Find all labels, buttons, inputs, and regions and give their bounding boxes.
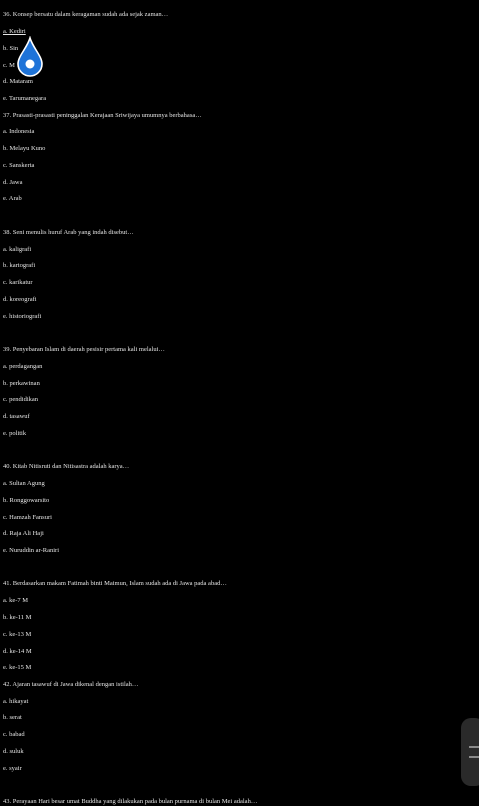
question-39: 39. Penyebaran Islam di daerah pesisir pertama kali melalui… [3, 346, 165, 353]
option-42e[interactable]: e. syair [3, 765, 22, 772]
option-36e[interactable]: e. Tarumanegara [3, 95, 47, 102]
option-38b[interactable]: b. kartografi [3, 262, 36, 269]
option-42c[interactable]: c. babad [3, 731, 25, 738]
option-41a[interactable]: a. ke-7 M [3, 597, 29, 604]
option-42b[interactable]: b. serat [3, 714, 22, 721]
drop-cursor-icon[interactable] [16, 36, 44, 78]
option-38e[interactable]: e. historiografi [3, 313, 42, 320]
option-39d[interactable]: d. tasawuf [3, 413, 30, 420]
question-41: 41. Berdasarkan makam Fatimah binti Maimun, Islam sudah ada di Jawa pada abad… [3, 580, 227, 587]
option-39b[interactable]: b. perkawinan [3, 380, 40, 387]
option-40b[interactable]: b. Ronggowarsito [3, 497, 50, 504]
option-40d[interactable]: d. Raja Ali Haji [3, 530, 44, 537]
menu-icon-line [469, 756, 479, 758]
option-40c[interactable]: c. Hamzah Fansuri [3, 514, 52, 521]
question-36: 36. Konsep bersatu dalam keragaman sudah ada sejak zaman… [3, 11, 169, 18]
option-39e[interactable]: e. politik [3, 430, 27, 437]
option-38a[interactable]: a. kaligrafi [3, 246, 32, 253]
option-41c[interactable]: c. ke-13 M [3, 631, 32, 638]
option-41b[interactable]: b. ke-11 M [3, 614, 32, 621]
option-36a[interactable]: a. Kediri [3, 28, 26, 35]
option-41d[interactable]: d. ke-14 M [3, 648, 32, 655]
option-39c[interactable]: c. pendidikan [3, 396, 39, 403]
option-37d[interactable]: d. Jawa [3, 179, 23, 186]
floating-menu-handle[interactable] [461, 718, 479, 786]
question-43: 43. Perayaan Hari besar umat Buddha yang dilakukan pada bulan purnama di bulan Mei adalah… [3, 798, 258, 805]
menu-icon [469, 746, 479, 748]
option-40a[interactable]: a. Sultan Agung [3, 480, 45, 487]
option-36d[interactable]: d. Mataram [3, 78, 33, 85]
option-42a[interactable]: a. hikayat [3, 698, 29, 705]
option-38c[interactable]: c. karikatur [3, 279, 33, 286]
option-36c[interactable]: c. M [3, 62, 15, 69]
option-39a[interactable]: a. perdagangan [3, 363, 43, 370]
option-40e[interactable]: e. Nuruddin ar-Raniri [3, 547, 60, 554]
option-36b[interactable]: b. Sin [3, 45, 19, 52]
option-37e[interactable]: e. Arab [3, 195, 22, 202]
option-37c[interactable]: c. Sanskerta [3, 162, 35, 169]
option-41e[interactable]: e. ke-15 M [3, 664, 32, 671]
option-42d[interactable]: d. suluk [3, 748, 24, 755]
question-42: 42. Ajaran tasawuf di Jawa dikenal dengan istilah… [3, 681, 139, 688]
question-40: 40. Kitab Nitisruti dan Nitisastra adalah karya… [3, 463, 130, 470]
question-37: 37. Prasasti-prasasti peninggalan Kerajaan Sriwijaya umumnya berbahasa… [3, 112, 202, 119]
option-38d[interactable]: d. koreografi [3, 296, 37, 303]
option-37b[interactable]: b. Melayu Kuno [3, 145, 46, 152]
question-38: 38. Seni menulis huruf Arab yang indah disebut… [3, 229, 134, 236]
option-37a[interactable]: a. Indonesia [3, 128, 35, 135]
